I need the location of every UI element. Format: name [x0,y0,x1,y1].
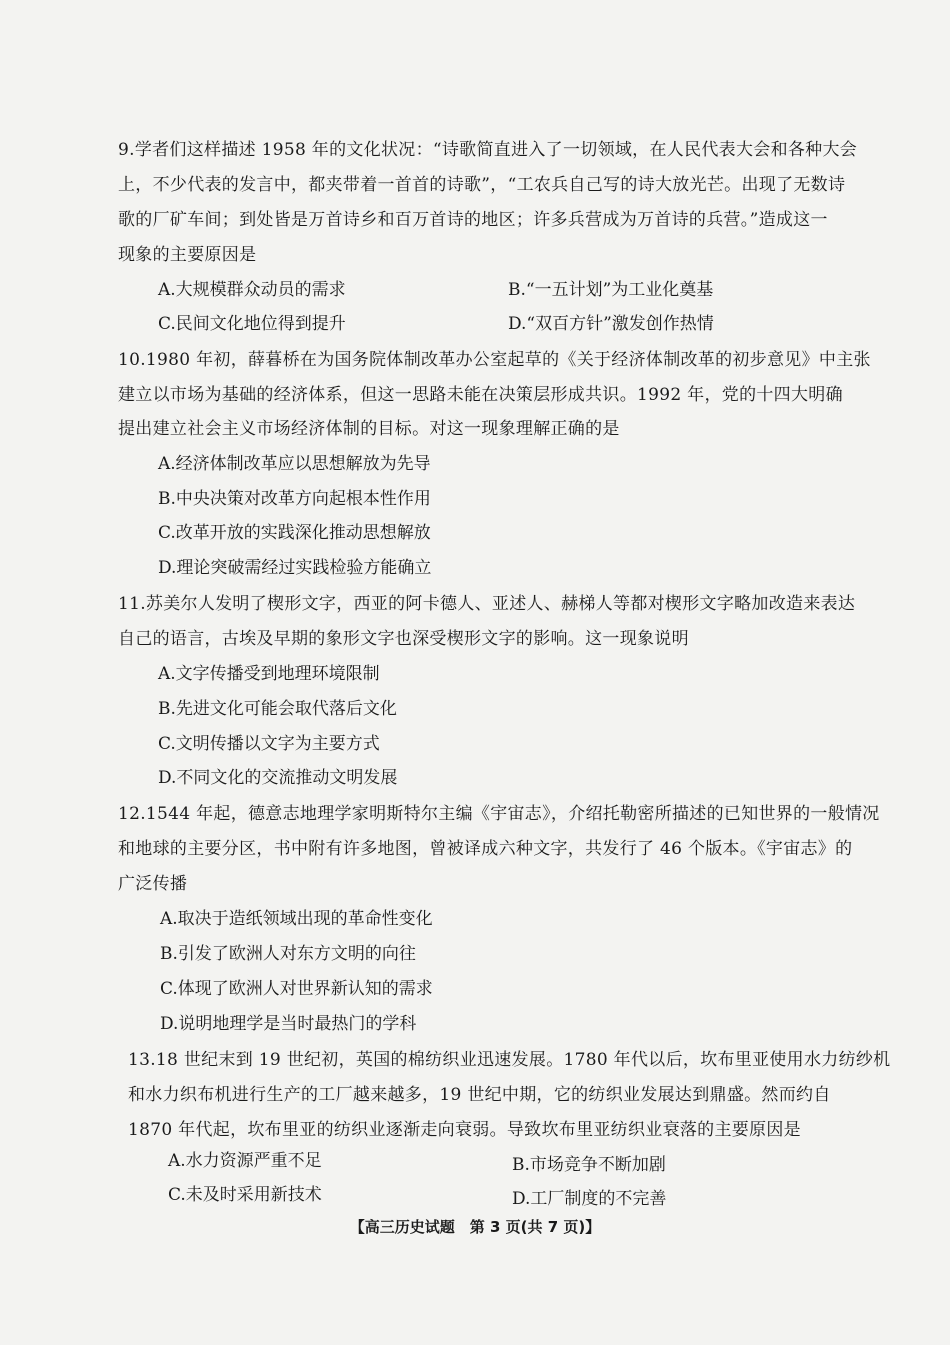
question-12-stem-line-1: 12.1544 年起，德意志地理学家明斯特尔主编《宇宙志》，介绍托勒密所描述的已知世界的一般情况 [118,804,880,824]
question-11-stem-line-2: 自己的语言，古埃及早期的象形文字也深受楔形文字的影响。这一现象说明 [118,629,689,649]
question-12-stem-line-2: 和地球的主要分区，书中附有许多地图，曾被译成六种文字，共发行了 46 个版本。《宇宙志》的 [118,839,853,859]
question-11-option-c[interactable]: C.文明传播以文字为主要方式 [158,734,380,754]
question-9-option-a[interactable]: A.大规模群众动员的需求 [158,280,346,300]
question-13-stem-line-3: 1870 年代起，坎布里亚的纺织业逐渐走向衰弱。导致坎布里亚纺织业衰落的主要原因是 [128,1120,801,1140]
question-9-stem-line-2: 上，不少代表的发言中，都夹带着一首首的诗歌”，“工农兵自己写的诗大放光芒。出现了无数诗 [118,175,846,195]
question-12-option-b[interactable]: B.引发了欧洲人对东方文明的向往 [160,944,416,964]
question-12-option-c[interactable]: C.体现了欧洲人对世界新认知的需求 [160,979,433,999]
question-9-option-c[interactable]: C.民间文化地位得到提升 [158,314,346,334]
question-12-option-d[interactable]: D.说明地理学是当时最热门的学科 [160,1014,417,1034]
question-13-option-d[interactable]: D.工厂制度的不完善 [512,1189,667,1209]
page-footer: 【高三历史试题 第 3 页(共 7 页)】 [349,1218,601,1236]
question-11-stem-line-1: 11.苏美尔人发明了楔形文字，西亚的阿卡德人、亚述人、赫梯人等都对楔形文字略加改造来表达 [118,594,856,614]
question-10-stem-line-3: 提出建立社会主义市场经济体制的目标。对这一现象理解正确的是 [118,419,620,439]
question-12-option-a[interactable]: A.取决于造纸领域出现的革命性变化 [160,909,433,929]
question-11-option-b[interactable]: B.先进文化可能会取代落后文化 [158,699,397,719]
question-13-stem-line-1: 13.18 世纪末到 19 世纪初，英国的棉纺织业迅速发展。1780 年代以后，坎布里亚使用水力纺纱机 [128,1050,891,1070]
question-13-option-a[interactable]: A.水力资源严重不足 [168,1151,322,1171]
question-9-stem-line-4: 现象的主要原因是 [118,245,257,265]
question-10-stem-line-2: 建立以市场为基础的经济体系，但这一思路未能在决策层形成共识。1992 年，党的十四大明确 [118,385,843,405]
question-10-option-c[interactable]: C.改革开放的实践深化推动思想解放 [158,523,431,543]
question-13-option-c[interactable]: C.未及时采用新技术 [168,1185,322,1205]
question-10-option-b[interactable]: B.中央决策对改革方向起根本性作用 [158,489,431,509]
question-10-stem-line-1: 10.1980 年初，薛暮桥在为国务院体制改革办公室起草的《关于经济体制改革的初步意见》中主张 [118,350,871,370]
question-9-option-b[interactable]: B.“一五计划”为工业化奠基 [508,280,714,300]
question-11-option-d[interactable]: D.不同文化的交流推动文明发展 [158,768,398,788]
question-9-stem-line-1: 9.学者们这样描述 1958 年的文化状况：“诗歌简直进入了一切领域，在人民代表大会和各种大会 [118,140,858,160]
question-13-option-b[interactable]: B.市场竞争不断加剧 [512,1155,666,1175]
question-12-stem-line-3: 广泛传播 [118,874,188,894]
question-10-option-d[interactable]: D.理论突破需经过实践检验方能确立 [158,558,432,578]
question-9-stem-line-3: 歌的厂矿车间；到处皆是万首诗乡和百万首诗的地区；许多兵营成为万首诗的兵营。”造成这一 [118,210,828,230]
question-11-option-a[interactable]: A.文字传播受到地理环境限制 [158,664,380,684]
question-13-stem-line-2: 和水力织布机进行生产的工厂越来越多，19 世纪中期，它的纺织业发展达到鼎盛。然而约自 [128,1085,831,1105]
question-10-option-a[interactable]: A.经济体制改革应以思想解放为先导 [158,454,431,474]
question-9-option-d[interactable]: D.“双百方针”激发创作热情 [508,314,714,334]
